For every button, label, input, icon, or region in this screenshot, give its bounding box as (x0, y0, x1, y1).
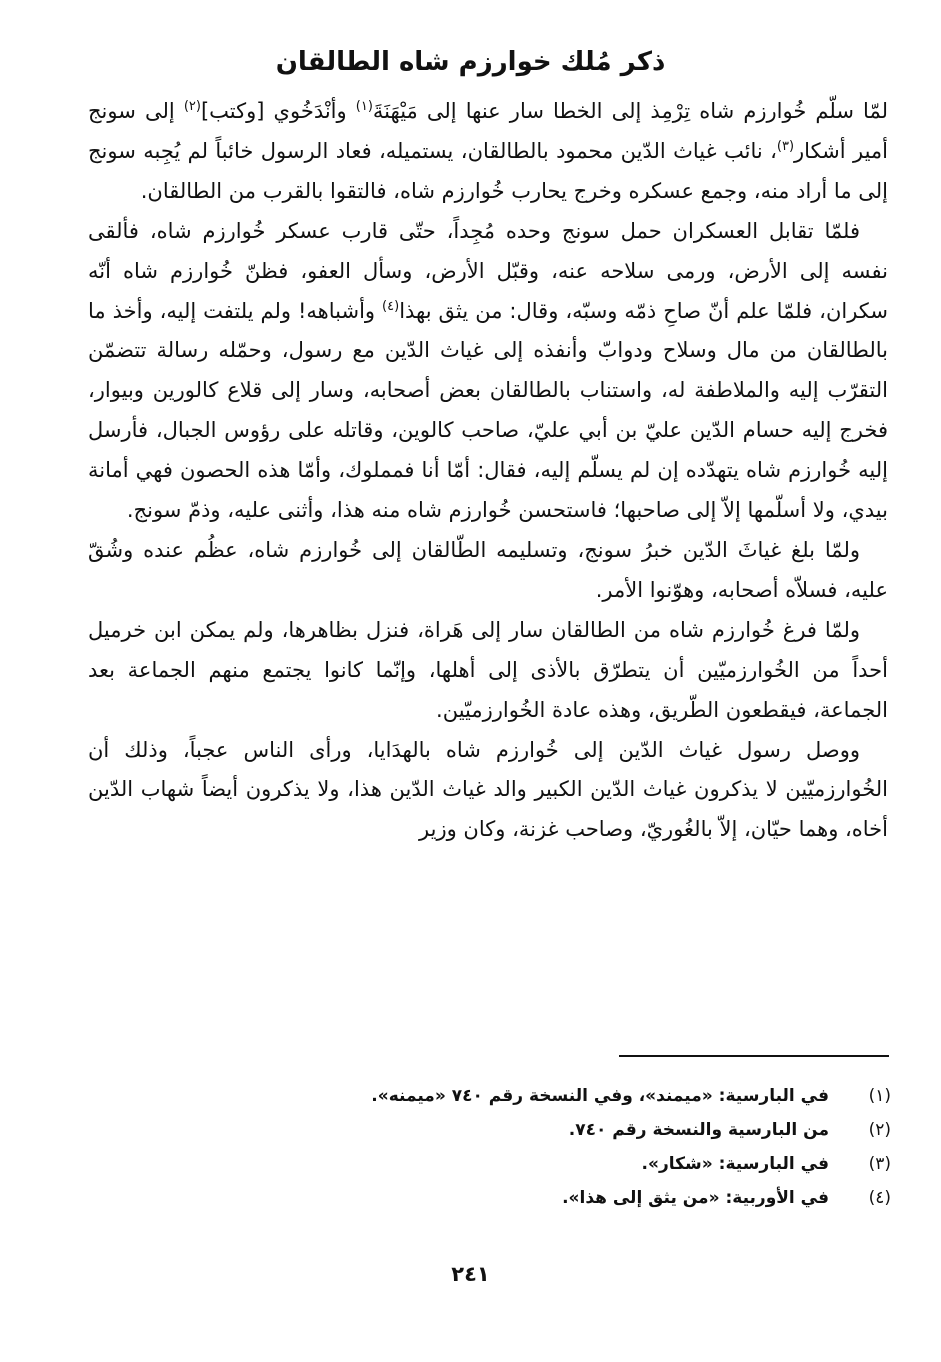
paragraph-3: ولمّا بلغ غياثَ الدّين خبرُ سونج، وتسليمه الطّالقان إلى خُوارزم شاه، عظُم عنده وشُقّ عليه، فسلاّه أصحابه، وهوّنوا الأمر. (88, 537, 888, 602)
paragraph-1 (88, 92, 888, 212)
section-title: ذكر مُلك خوارزم شاه الطالقان (275, 47, 666, 77)
footnote-4 (191, 1181, 891, 1215)
footnote-ref-3: (٣) (776, 138, 795, 154)
footnote-number: (٢) (868, 1120, 891, 1140)
footnote-divider (619, 1055, 889, 1057)
paragraph-4: ولمّا فرغ خُوارزم شاه من الطالقان سار إلى هَراة، فنزل بظاهرها، ولم يمكن ابن خرميل أحداً من الخُوارزميّين أن يتطرّق بالأذى إلى أهلها، وإنّما كانوا يجتمع منهم الجماعة بعد الجماعة، فيقطعون الطّريق، وهذه عادة الخُوارزميّين. (88, 617, 888, 722)
main-text (88, 92, 888, 850)
footnote-ref-4: (٤) (382, 298, 400, 314)
paragraph-5: ووصل رسول غياث الدّين إلى خُوارزم شاه بالهدَايا، ورأى الناس عجباً، وذلك أن الخُوارزميّين لا يذكرون غياث الدّين الكبير والد غياث الدّين هذا، ولا يذكرون أيضاً شهاب الدّين أخاه، وهما حيّان، إلاّ بالغُوريّ، وصاحب غزنة، وكان وزير (88, 737, 888, 842)
footnote-text: في الأوربية: «من يثق إلى هذا». (562, 1188, 829, 1208)
paragraph-1-part-c: إلى سونج أمير أشكار (88, 99, 889, 163)
paragraph-2-part-b: وأشباهه! ولم يلتفت إليه، وأخذ ما بالطالقان من مال وسلاح ودوابّ وأنفذه إلى غياث الدّين مع رسول، وحمّله رسالة تتضمّن التقرّب إليه والملاطفة له، واستناب بالطالقان بعض أصحابه، وسار إلى قلاع كالورين وبيوار، فخرج إليه حسام الدّين عليّ بن أبي عليّ، صاحب كالوين، وقاتله على رؤوس الجبال، فأرسل إليه خُوارزم شاه يتهدّده إن لم يسلّم إليه، فقال: أمّا أنا فمملوك، وأمّا هذه الحصون فهي أمانة بيدي، ولا أسلّمها إلاّ إلى صاحبها؛ فاستحسن خُوارزم شاه منه هذا، وأثنى عليه، وذمّ سونج. (88, 298, 888, 523)
footnotes (191, 1079, 891, 1215)
page-number: ٢٤١ (451, 1262, 490, 1286)
footnote-1 (191, 1079, 891, 1113)
footnote-ref-1: (١) (355, 99, 373, 114)
footnote-3 (191, 1147, 891, 1181)
footnote-text: من البارسية والنسخة رقم ٧٤٠. (568, 1120, 829, 1140)
paragraph-2-part-a: فلمّا تقابل العسكران حمل سونج وحده مُجِداً، حتّى قارب عسكر خُوارزم شاه، فألقى نفسه إلى الأرض، ورمى سلاحه عنه، وقبّل الأرض، وسأل العفو، فظنّ خُوارزم شاه أنّه سكران، فلمّا علم أنّ صاحِ ذمّه وسبّه، وقال: من يثق بهذا (88, 218, 888, 323)
paragraph-1-part-a: لمّا سلّم خُوارزم شاه تِرْمِذ إلى الخطا سار عنها إلى مَيْهَنَةَ (372, 99, 888, 123)
footnote-number: (١) (868, 1086, 891, 1106)
footnote-number: (٣) (868, 1154, 891, 1174)
paragraph-2 (88, 212, 888, 531)
footnote-2 (191, 1113, 891, 1147)
footnote-ref-2: (٢) (183, 99, 201, 114)
footnote-text: في البارسية: «شكار». (641, 1154, 829, 1174)
footnote-number: (٤) (868, 1188, 891, 1208)
paragraph-1-part-b: وأنْدَخُوي [وكتب] (200, 99, 356, 123)
footnote-text: في البارسية: «ميمند»، وفي النسخة رقم ٧٤٠ «ميمنه». (371, 1086, 829, 1106)
paragraph-1-part-d: ، نائب غياث الدّين محمود بالطالقان، يستميله، فعاد الرسول خائباً لم يُجِبه سونج إلى ما أراد منه، وجمع عسكره وخرج يحارب خُوارزم شاه، فالتقوا بالقرب من الطالقان. (88, 138, 888, 203)
